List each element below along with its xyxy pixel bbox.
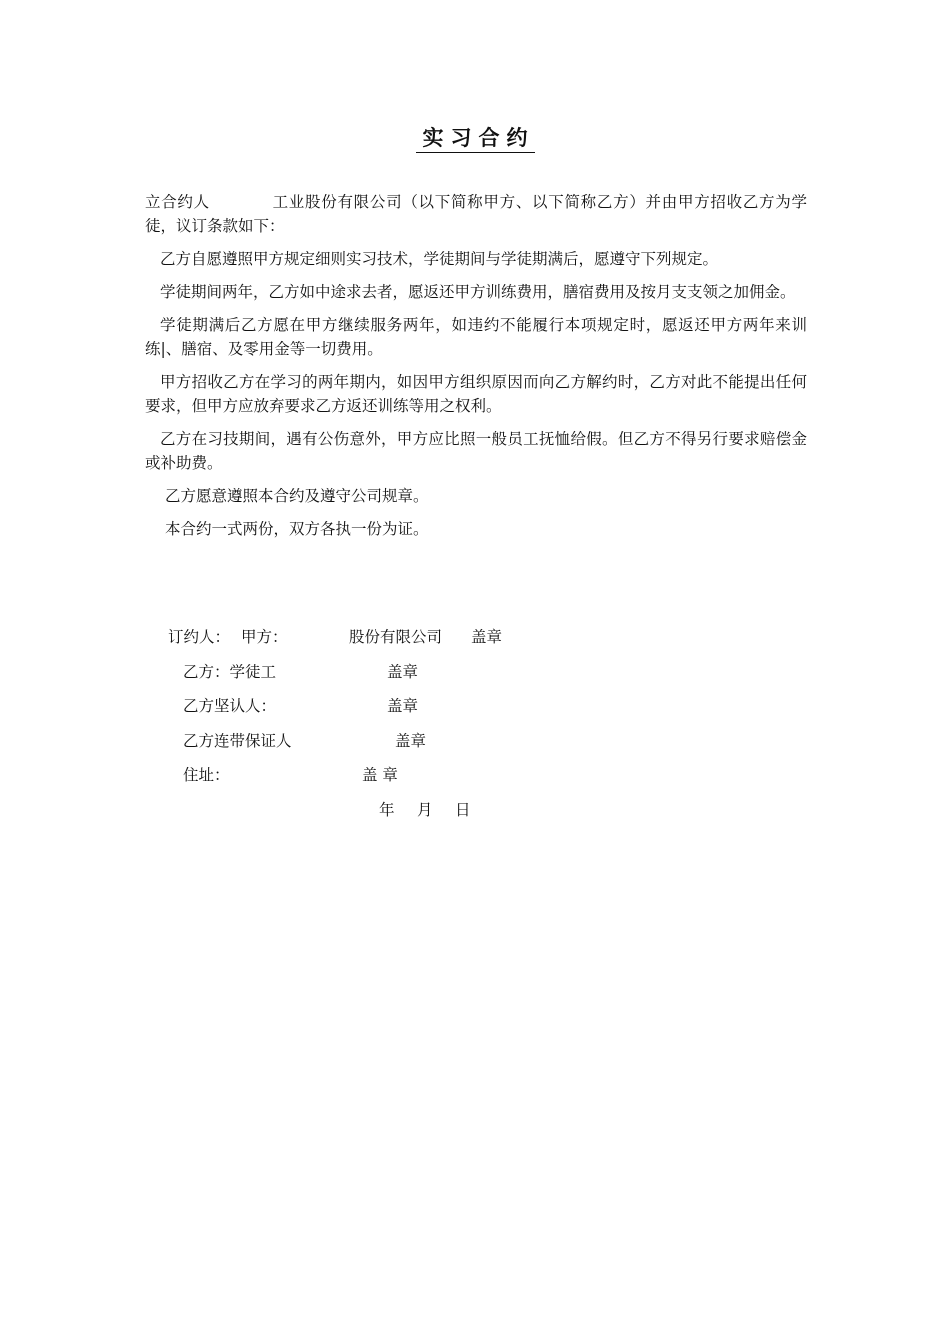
clause-5: 乙方在习技期间，遇有公伤意外，甲方应比照一般员工抚恤给假。但乙方不得另行要求赔偿金或补助费。 — [145, 430, 807, 472]
clause-4: 甲方招收乙方在学习的两年期内，如因甲方组织原因而向乙方解约时，乙方对此不能提出任何要求，但甲方应放弃要求乙方返还训练等用之权利。 — [145, 373, 807, 415]
intro-text: 工业股份有限公司（以下简称甲方、以下简称乙方）并由甲方招收乙方为学徒，议订条款如下： — [145, 193, 807, 235]
date-year: 年 — [379, 801, 395, 819]
party-b-label: 乙方：学徒工 — [183, 663, 277, 681]
date-day: 日 — [455, 801, 471, 819]
clause-7: 本合约一式两份，双方各执一份为证。 — [165, 520, 429, 538]
intro-paragraph — [145, 190, 807, 238]
date-month: 月 — [417, 801, 433, 819]
signer-label: 订约人： — [168, 628, 231, 646]
party-a-company: 股份有限公司 — [349, 628, 443, 646]
intro-prefix: 立合约人 — [145, 193, 210, 211]
guarantor-seal: 盖章 — [395, 732, 427, 750]
address-label: 住址： — [183, 766, 230, 784]
party-b-confirm-seal: 盖章 — [387, 697, 419, 715]
title-text: 实习合约 — [416, 126, 535, 153]
party-a-seal: 盖章 — [471, 628, 503, 646]
party-b-confirm-label: 乙方坚认人： — [183, 697, 277, 715]
clause-3: 学徒期满后乙方愿在甲方继续服务两年，如违约不能履行本项规定时，愿返还甲方两年来训练|、膳宿、及零用金等一切费用。 — [145, 316, 807, 358]
contract-body — [145, 190, 807, 550]
clause-2: 学徒期间两年，乙方如中途求去者，愿返还甲方训练费用，膳宿费用及按月支支领之加佣金。 — [160, 283, 796, 301]
address-seal: 盖 章 — [362, 766, 398, 784]
party-a-label: 甲方： — [241, 628, 288, 646]
guarantor-label: 乙方连带保证人 — [183, 732, 292, 750]
party-b-seal: 盖章 — [387, 663, 419, 681]
document-title — [0, 122, 950, 152]
clause-6: 乙方愿意遵照本合约及遵守公司规章。 — [165, 487, 429, 505]
clause-1: 乙方自愿遵照甲方规定细则实习技术，学徒期间与学徒期满后，愿遵守下列规定。 — [160, 250, 719, 268]
